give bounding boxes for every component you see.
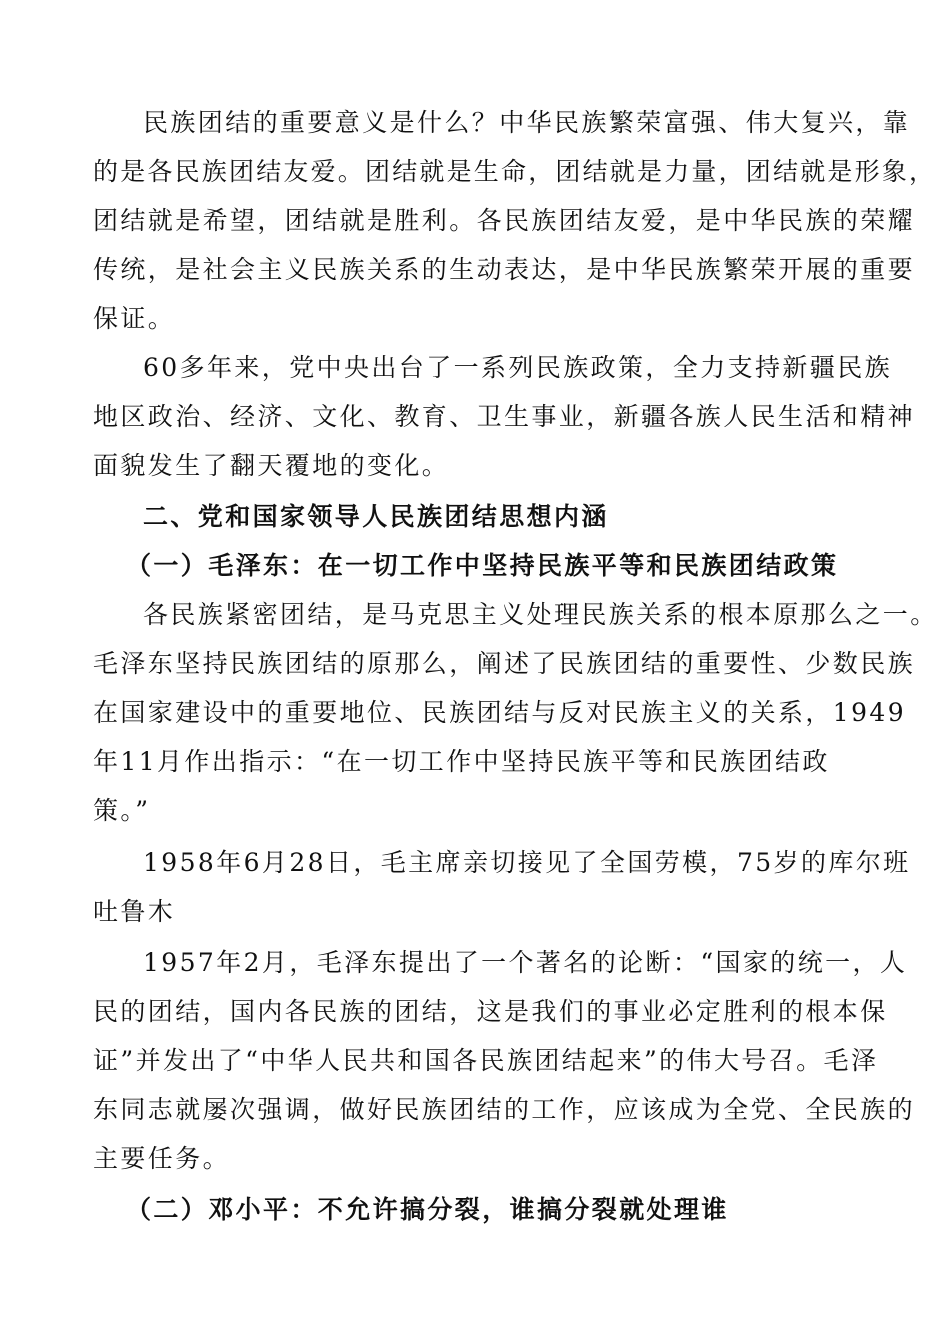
body-text-line: 年11月作出指示：“在一切工作中坚持民族平等和民族团结政: [93, 747, 830, 776]
body-text-line: 东同志就屡次强调，做好民族团结的工作，应该成为全党、全民族的: [93, 1095, 916, 1124]
body-text-line: 在国家建设中的重要地位、民族团结与反对民族主义的关系，1949: [93, 698, 907, 727]
body-text-line: 60多年来，党中央出台了一系列民族政策，全力支持新疆民族: [143, 353, 893, 382]
body-text-line: 1958年6月28日，毛主席亲切接见了全国劳模，75岁的库尔班: [143, 848, 911, 877]
body-text-line: 吐鲁木: [93, 897, 176, 926]
body-text-line: 地区政治、经济、文化、教育、卫生事业，新疆各族人民生活和精神: [93, 402, 916, 431]
body-text-line: 证”并发出了“中华人民共和国各民族团结起来”的伟大号召。毛泽: [93, 1046, 879, 1075]
subsection-heading: （二）邓小平：不允许搞分裂，谁搞分裂就处理谁: [126, 1195, 729, 1224]
section-heading: 二、党和国家领导人民族团结思想内涵: [143, 502, 609, 531]
body-text-line: 1957年2月，毛泽东提出了一个著名的论断：“国家的统一，人: [143, 948, 908, 977]
body-text-line: 保证。: [93, 304, 176, 333]
body-text-line: 的是各民族团结友爱。团结就是生命，团结就是力量，团结就是形象，: [93, 157, 937, 186]
body-text-line: 团结就是希望，团结就是胜利。各民族团结友爱，是中华民族的荣耀: [93, 206, 916, 235]
body-text-line: 策。”: [93, 796, 151, 825]
body-text-line: 各民族紧密团结，是马克思主义处理民族关系的根本原那么之一。: [143, 600, 938, 629]
body-text-line: 毛泽东坚持民族团结的原那么，阐述了民族团结的重要性、少数民族: [93, 649, 916, 678]
body-text-line: 主要任务。: [93, 1144, 231, 1173]
body-text-line: 民的团结，国内各民族的团结，这是我们的事业必定胜利的根本保: [93, 997, 888, 1026]
subsection-heading: （一）毛泽东：在一切工作中坚持民族平等和民族团结政策: [126, 551, 839, 580]
body-text-line: 传统，是社会主义民族关系的生动表达，是中华民族繁荣开展的重要: [93, 255, 916, 284]
body-text-line: 面貌发生了翻天覆地的变化。: [93, 451, 450, 480]
body-text-line: 民族团结的重要意义是什么？中华民族繁荣富强、伟大复兴，靠: [143, 108, 911, 137]
